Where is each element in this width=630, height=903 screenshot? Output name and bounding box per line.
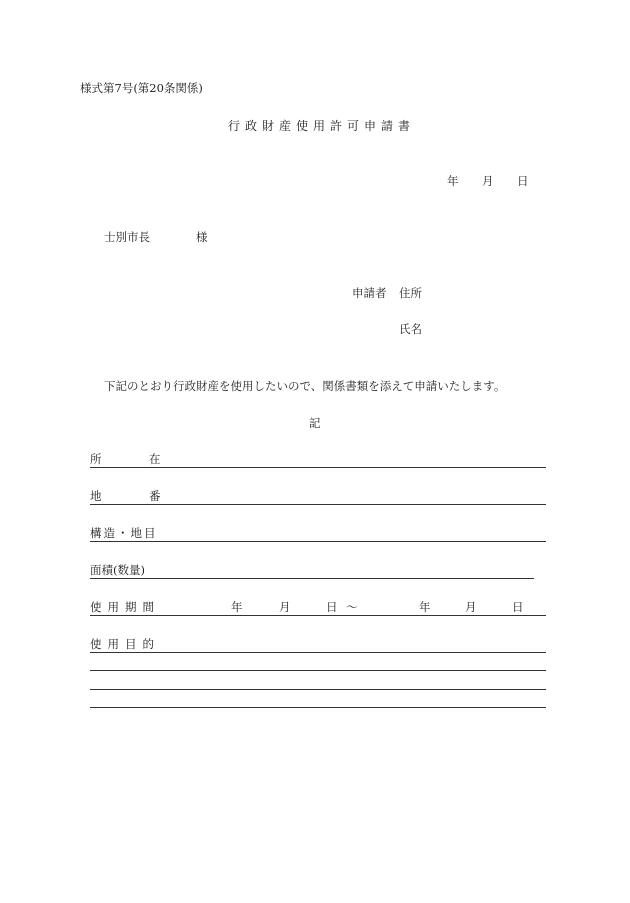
form-title: 行政財産使用許可申請書 xyxy=(228,119,416,133)
date-month-label: 月 xyxy=(482,174,494,188)
addressee-name: 士別市長 xyxy=(104,230,150,244)
lot-label-2: 番 xyxy=(149,489,161,503)
usage-purpose-label: 使用目的 xyxy=(90,637,160,651)
structure-field[interactable] xyxy=(90,526,546,542)
usage-purpose-field[interactable] xyxy=(90,637,546,653)
location-label-1: 所 xyxy=(90,452,102,466)
applicant-label: 申請者 xyxy=(352,286,387,300)
period-month-1: 月 xyxy=(279,600,291,614)
location-field[interactable] xyxy=(90,452,546,468)
purpose-line-4[interactable] xyxy=(90,707,546,708)
applicant-name-label: 氏名 xyxy=(399,322,422,336)
ki-label: 記 xyxy=(309,416,321,430)
lot-label-1: 地 xyxy=(90,489,102,503)
area-label: 面積(数量) xyxy=(90,563,145,577)
period-year-1: 年 xyxy=(231,600,243,614)
usage-period-field[interactable] xyxy=(90,600,546,616)
usage-period-label: 使用期間 xyxy=(90,600,160,614)
period-tilde: 〜 xyxy=(346,600,358,614)
area-field[interactable] xyxy=(90,563,534,579)
date-year-label: 年 xyxy=(447,174,459,188)
period-day-1: 日 xyxy=(326,600,338,614)
addressee-honorific: 様 xyxy=(196,230,208,244)
body-text: 下記のとおり行政財産を使用したいので、関係書類を添えて申請いたします。 xyxy=(104,379,506,393)
form-number: 様式第7号(第20条関係) xyxy=(80,81,203,95)
date-day-label: 日 xyxy=(517,174,529,188)
period-day-2: 日 xyxy=(512,600,524,614)
purpose-line-3[interactable] xyxy=(90,689,546,690)
period-month-2: 月 xyxy=(465,600,477,614)
location-label-2: 在 xyxy=(149,452,161,466)
applicant-address-label: 住所 xyxy=(399,286,422,300)
structure-label: 構造・地目 xyxy=(90,526,158,540)
purpose-line-2[interactable] xyxy=(90,670,546,671)
period-year-2: 年 xyxy=(419,600,431,614)
lot-number-field[interactable] xyxy=(90,489,546,505)
